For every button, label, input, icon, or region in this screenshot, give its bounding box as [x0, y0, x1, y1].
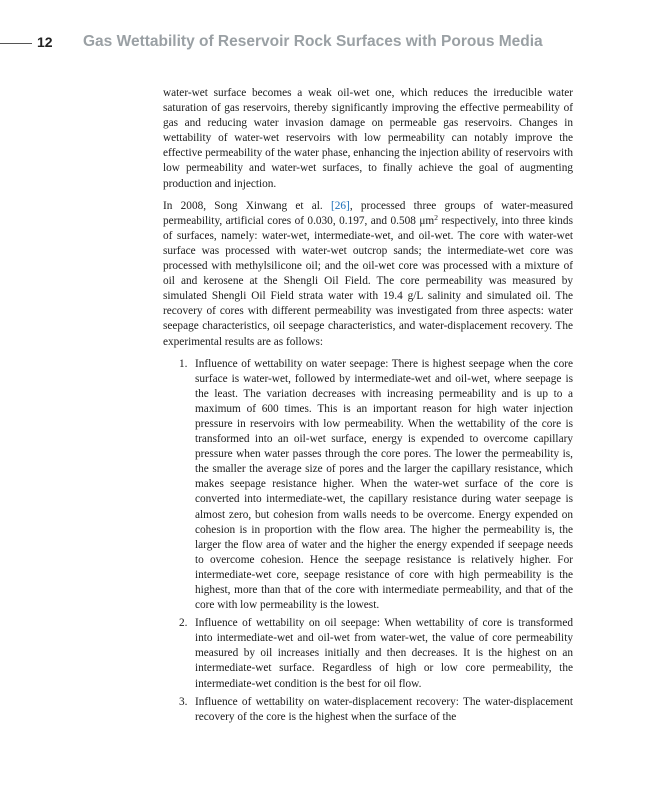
paragraph-2-rest: respectively, into three kinds of surfaces, namely: water-wet, intermediate-wet, and oil-wet. The core with water-wet surface was processed with water-wet outcrop sands; the intermediate-wet core was processed with methylsilicone oil; and the oil-wet core was processed with a mixture of oil and kerosene at the Shengli Oil Field. The core permeability was measured by simulated Shengli Oil Field strata water with 19.4 g/L salinity and simulated oil. The recovery of cores with different permeability was investigated from three aspects: water seepage characteristics, oil seepage characteristics, and water-displacement recovery. The experimental results are as follows:: [163, 214, 573, 348]
paragraph-2-lead: In 2008, Song Xinwang et al.: [163, 199, 331, 212]
list-item: [163, 616, 573, 691]
list-item-number: 3.: [179, 695, 188, 708]
citation-link[interactable]: [26]: [331, 199, 350, 212]
list-item-text: Influence of wettability on water seepage: There is highest seepage when the core surface is water-wet, followed by intermediate-wet and oil-wet, where seepage is the least. The variation decreases with increasing permeability and is up to a maximum of 600 times. This is an important reason for high water injection pressure in reservoirs with low permeability. When the wettability of the core is transformed into an oil-wet surface, energy is expended to overcome capillary pressure when water passes through the core pores. The lower the permeability is, the smaller the average size of pores and the larger the capillary resistance, which makes seepage resistance higher. When the water-wet surface of the core is converted into intermediate-wet, the capillary resistance during water seepage is almost zero, but cohesion from walls needs to be overcome. Energy expended on cohesion is in proportion with the flow area. The higher the permeability is, the larger the flow area of water and the higher the energy expended if seepage needs to overcome cohesion. Hence the seepage resistance is relatively higher. For intermediate-wet core, seepage resistance of core with high permeability is the highest, more than that of the core with intermediate permeability, and that of the core with low permeability is the lowest.: [195, 357, 573, 612]
results-list: [163, 357, 573, 725]
header-rule: [0, 43, 32, 44]
body-text: [163, 86, 573, 728]
list-item: [163, 357, 573, 614]
list-item-text: Influence of wettability on water-displacement recovery: The water-displacement recovery of the core is the highest when the surface of the: [195, 695, 573, 723]
paragraph-1: water-wet surface becomes a weak oil-wet one, which reduces the irreducible water saturation of gas reservoirs, thereby significantly improving the effective permeability of gas and reducing water invasion damage on permeable gas reservoirs. Changes in wettability of water-wet reservoirs with low permeability can notably improve the effective permeability of the water phase, enhancing the injection ability of reservoirs with low permeability and water-wet surfaces, to finally achieve the goal of augmenting production and injection.: [163, 87, 573, 190]
list-item: [163, 695, 573, 725]
list-item-text: Influence of wettability on oil seepage: When wettability of core is transformed into intermediate-wet and oil-wet from water-wet, the value of core permeability measured by oil increases initially and then decreases. It is the highest on an intermediate-wet surface. Regardless of high or low core permeability, the intermediate-wet condition is the best for oil flow.: [195, 617, 573, 690]
page-header: [0, 33, 648, 55]
list-item-number: 1.: [179, 357, 188, 370]
superscript-2: 2: [434, 212, 438, 222]
running-title: Gas Wettability of Reservoir Rock Surfaces with Porous Media: [83, 33, 543, 50]
paragraph-2-mid: , processed three groups of water-measured permeability, artificial cores of 0.030, 0.197, and 0.508 μm: [163, 199, 574, 227]
page-number: 12: [37, 34, 53, 50]
list-item-number: 2.: [179, 617, 188, 630]
paragraph-2: [163, 199, 573, 350]
